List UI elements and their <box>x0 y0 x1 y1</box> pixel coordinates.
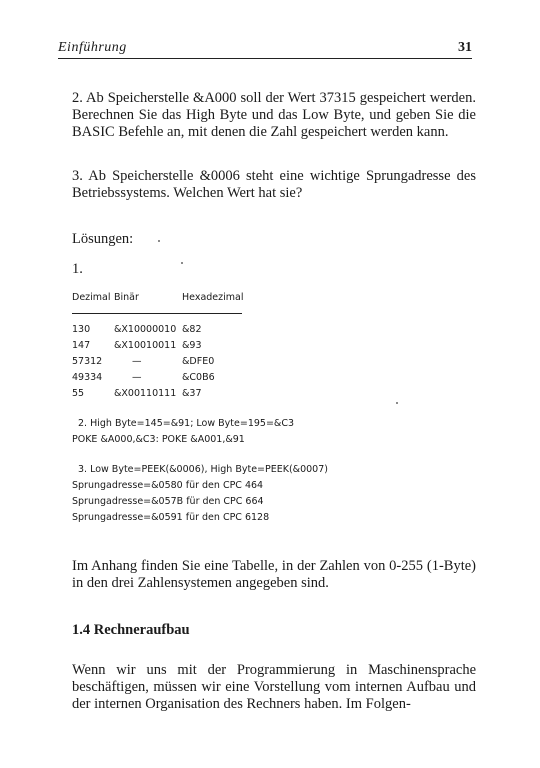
cell-binary: &X00110111 <box>114 388 177 399</box>
cell-hex: &82 <box>182 324 202 335</box>
cell-decimal: 130 <box>72 324 91 335</box>
table-row <box>72 372 272 385</box>
exercise-3: 3. Ab Speicherstelle &0006 steht eine wichtige Sprungadresse des Betriebssystems. Welchen Wert hat sie? <box>72 168 476 201</box>
appendix-note: Im Anhang finden Sie eine Tabelle, in der Zahlen von 0-255 (1-Byte) in den drei Zahlensystemen angegeben sind. <box>72 558 476 591</box>
solution-3-line-4: Sprungadresse=&0591 für den CPC 6128 <box>72 512 270 523</box>
running-header <box>58 38 472 59</box>
cell-binary: — <box>132 372 142 383</box>
solution-3-line-1: 3. Low Byte=PEEK(&0006), High Byte=PEEK(&0007) <box>78 464 328 475</box>
section-heading: 1.4 Rechneraufbau <box>72 622 190 638</box>
table-row <box>72 340 272 353</box>
exercise-2: 2. Ab Speicherstelle &A000 soll der Wert 37315 gespeichert werden. Berechnen Sie das High Byte und das Low Byte, und geben Sie die BASIC Befehle an, mit denen die Zahl gespeichert werden kann. <box>72 90 476 140</box>
solution-2-line-2: POKE &A000,&C3: POKE &A001,&91 <box>72 434 245 445</box>
column-header-decimal: Dezimal <box>72 292 111 303</box>
cell-decimal: 57312 <box>72 356 103 367</box>
cell-decimal: 49334 <box>72 372 103 383</box>
column-header-binary: Binär <box>114 292 139 303</box>
section-intro: Wenn wir uns mit der Programmierung in Maschinensprache beschäftigen, müssen wir eine Vorstellung vom internen Aufbau und der internen Organisation des Rechners haben. Im Folgen- <box>72 662 476 712</box>
table-rule <box>72 313 242 314</box>
cell-hex: &DFE0 <box>182 356 215 367</box>
cell-decimal: 55 <box>72 388 85 399</box>
solution-3-line-3: Sprungadresse=&057B für den CPC 664 <box>72 496 264 507</box>
chapter-title: Einführung <box>58 40 127 55</box>
cell-hex: &C0B6 <box>182 372 215 383</box>
solution-2-line-1: 2. High Byte=145=&91; Low Byte=195=&C3 <box>78 418 294 429</box>
cell-hex: &93 <box>182 340 202 351</box>
solutions-label: Lösungen: <box>72 231 134 247</box>
solution-3-line-2: Sprungadresse=&0580 für den CPC 464 <box>72 480 264 491</box>
cell-hex: &37 <box>182 388 202 399</box>
scan-speck <box>181 262 183 264</box>
table-row <box>72 356 272 369</box>
cell-binary: &X10010011 <box>114 340 177 351</box>
scan-speck <box>396 402 398 404</box>
solution-1-label: 1. <box>72 261 83 277</box>
cell-decimal: 147 <box>72 340 91 351</box>
column-header-hex: Hexadezimal <box>182 292 244 303</box>
cell-binary: &X10000010 <box>114 324 177 335</box>
page-number: 31 <box>458 40 472 55</box>
table-row <box>72 324 272 337</box>
table-row <box>72 388 272 401</box>
scan-speck <box>158 240 160 242</box>
cell-binary: — <box>132 356 142 367</box>
